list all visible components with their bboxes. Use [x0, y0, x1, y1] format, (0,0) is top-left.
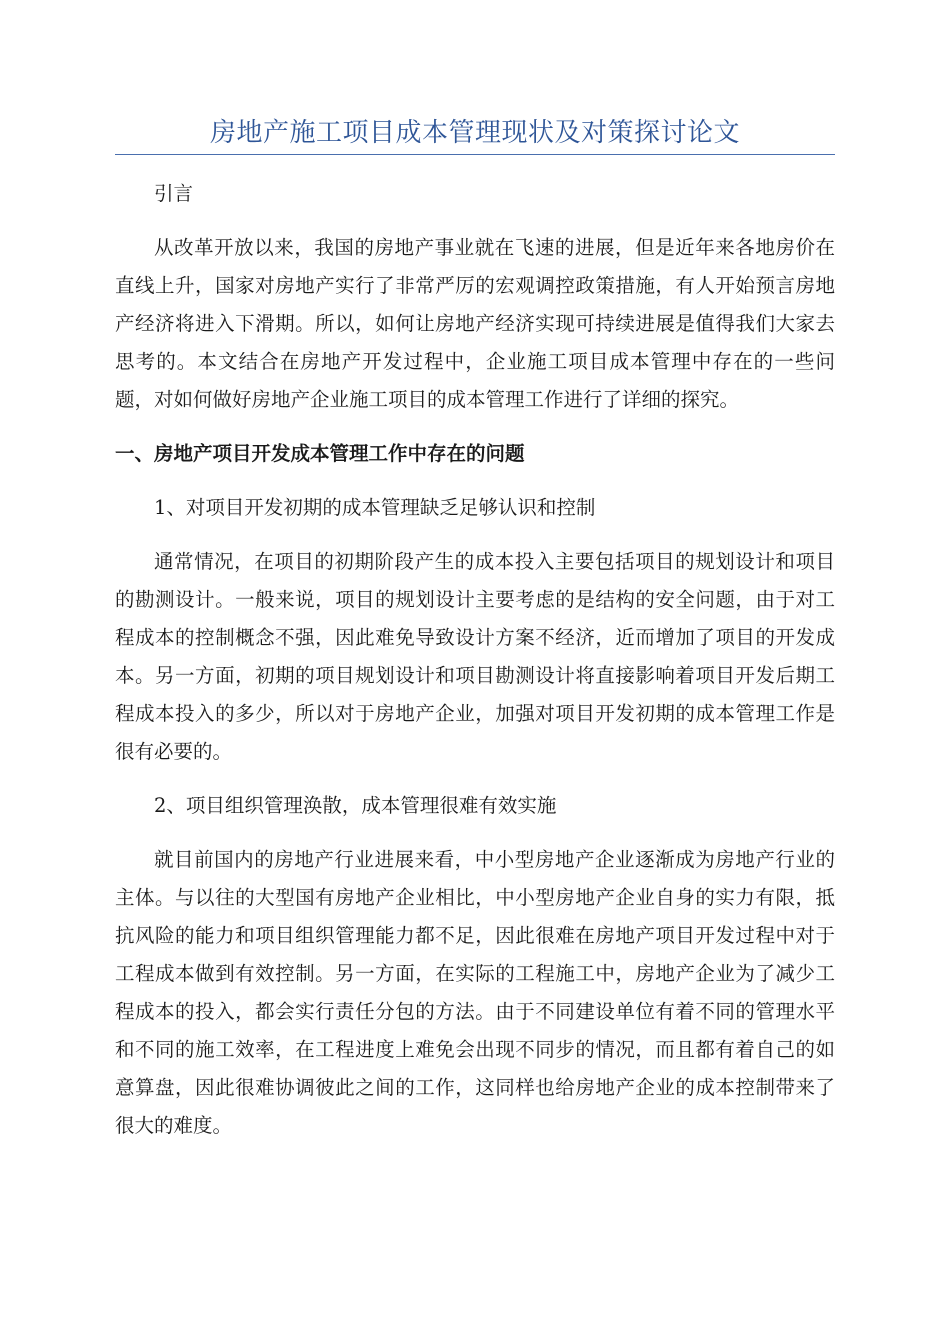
subsection-1-heading: 1、对项目开发初期的成本管理缺乏足够认识和控制 — [154, 496, 596, 519]
document-body — [115, 175, 835, 1161]
section-1-heading: 一、房地产项目开发成本管理工作中存在的问题 — [115, 442, 525, 465]
intro-label: 引言 — [154, 182, 194, 205]
document-title: 房地产施工项目成本管理现状及对策探讨论文 — [209, 118, 740, 148]
subsection-1-paragraph: 通常情况，在项目的初期阶段产生的成本投入主要包括项目的规划设计和项目的勘测设计。一般来说，项目的规划设计主要考虑的是结构的安全问题，由于对工程成本的控制概念不强，因此难免导致设计方案不经济，近而增加了项目的开发成本。另一方面，初期的项目规划设计和项目勘测设计将直接影响着项目开发后期工程成本投入的多少，所以对于房地产企业，加强对项目开发初期的成本管理工作是很有必要的。 — [115, 550, 835, 763]
subsection-2-paragraph: 就目前国内的房地产行业进展来看，中小型房地产企业逐渐成为房地产行业的主体。与以往的大型国有房地产企业相比，中小型房地产企业自身的实力有限，抵抗风险的能力和项目组织管理能力都不足，因此很难在房地产项目开发过程中对于工程成本做到有效控制。另一方面，在实际的工程施工中，房地产企业为了减少工程成本的投入，都会实行责任分包的方法。由于不同建设单位有着不同的管理水平和不同的施工效率，在工程进度上难免会出现不同步的情况，而且都有着自己的如意算盘，因此很难协调彼此之间的工作，这同样也给房地产企业的成本控制带来了很大的难度。 — [115, 848, 835, 1137]
subsection-2-heading: 2、项目组织管理涣散，成本管理很难有效实施 — [154, 794, 557, 817]
title-underline — [115, 154, 835, 155]
intro-paragraph: 从改革开放以来，我国的房地产事业就在飞速的进展，但是近年来各地房价在直线上升，国家对房地产实行了非常严厉的宏观调控政策措施，有人开始预言房地产经济将进入下滑期。所以，如何让房地产经济实现可持续进展是值得我们大家去思考的。本文结合在房地产开发过程中，企业施工项目成本管理中存在的一些问题，对如何做好房地产企业施工项目的成本管理工作进行了详细的探究。 — [115, 236, 835, 411]
